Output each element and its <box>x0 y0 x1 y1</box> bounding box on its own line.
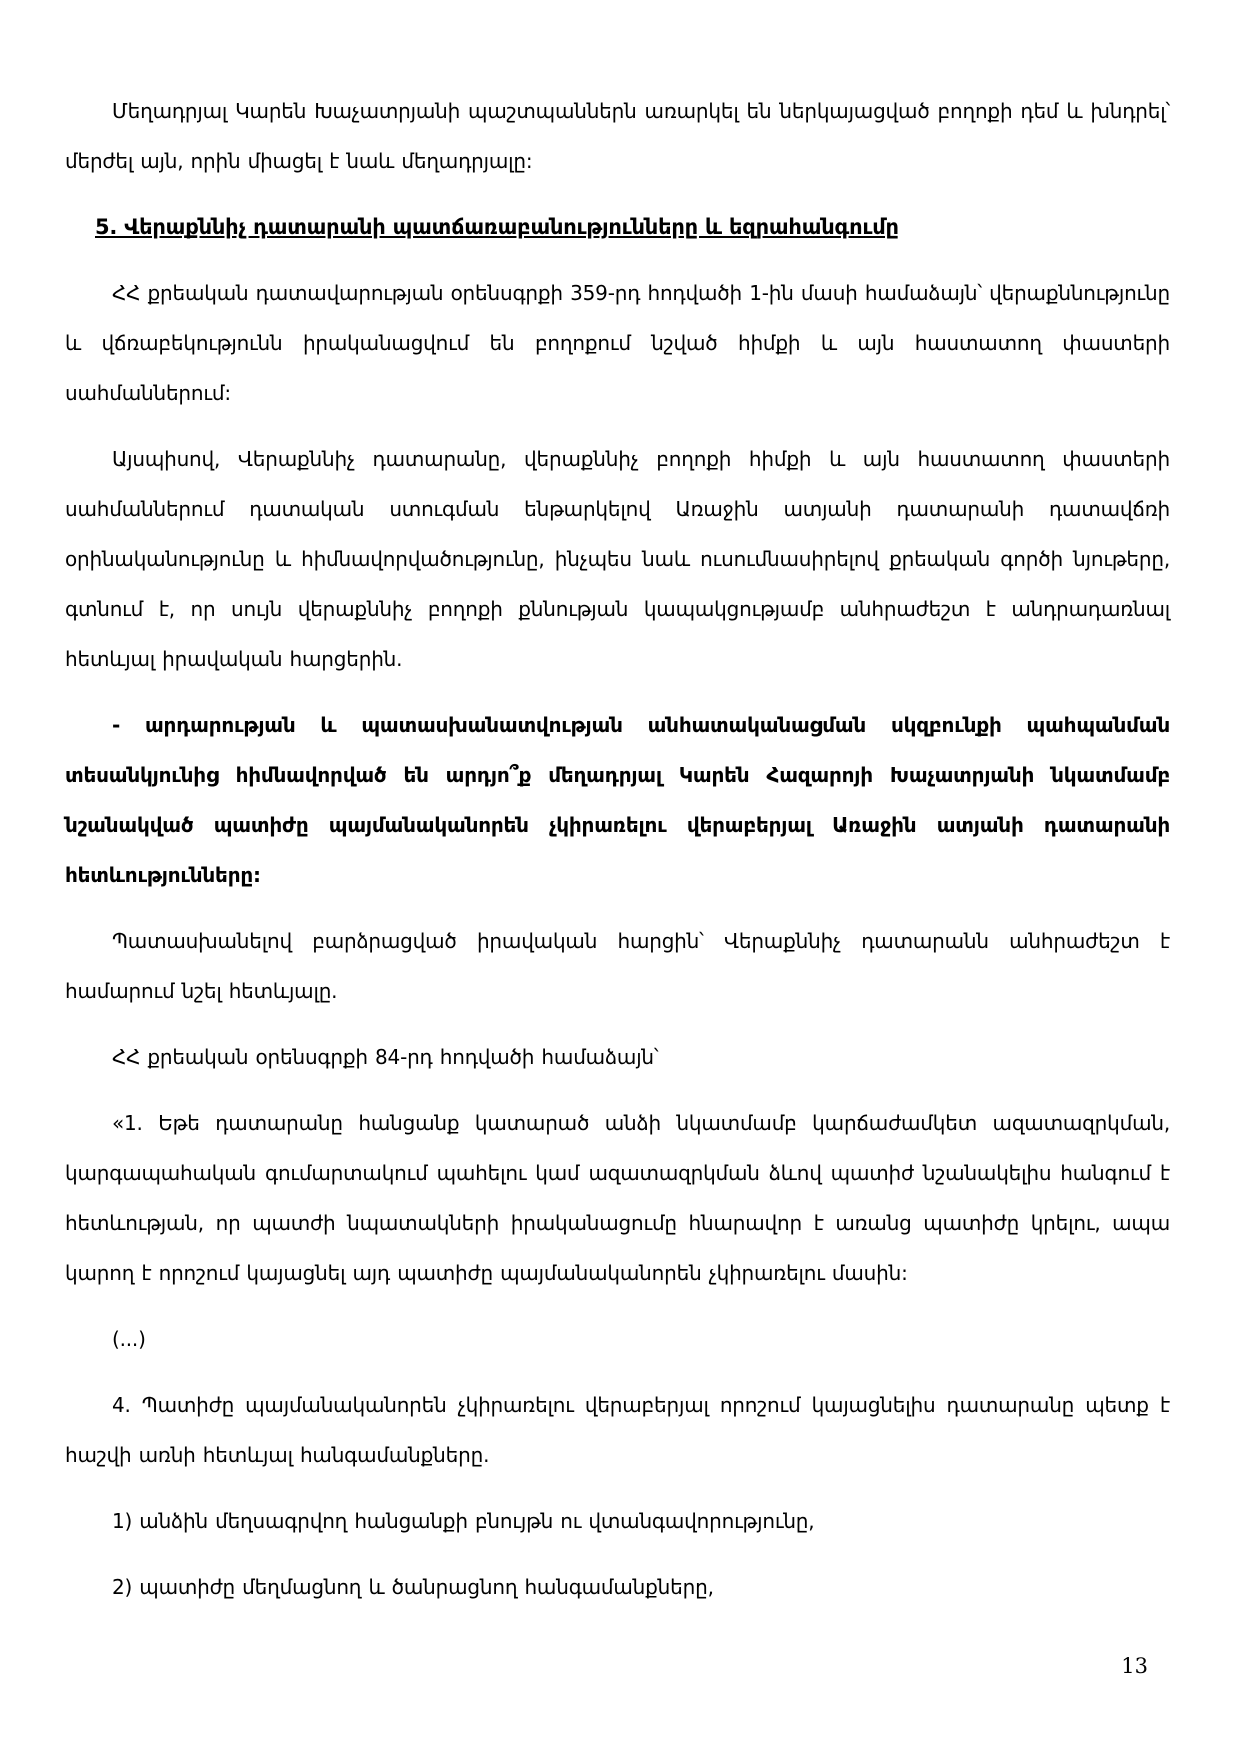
paragraph-quote-point-1: «1. Եթե դատարանը հանցանք կատարած անձի նկատմամբ կարճաժամկետ ազատազրկման, կարգապահական գումարտակում պահելու կամ ազատազրկման ձևով պատիժ նշանակելիս հանգում է հետևության, որ պատժի նպատակների իրականացումը հնարավոր է առանց պատիժը կրելու, ապա կարող է որոշում կայացնել այդ պատիժը պայմանականորեն չկիրառելու մասին: <box>65 1111 1170 1285</box>
paragraph-article-84-ref: ՀՀ քրեական օրենսգրքի 84-րդ հոդվածի համաձայն՝ <box>112 1045 659 1069</box>
page-number: 13 <box>1121 1654 1148 1678</box>
intro-paragraph: Մեղադրյալ Կարեն Խաչատրյանի պաշտպաններն առարկել են ներկայացված բողոքի դեմ և խնդրել՝ մերժել այն, որին միացել է նաև մեղադրյալը: <box>65 99 1170 173</box>
paragraph-legal-question: - արդարության և պատասխանատվության անհատականացման սկզբունքի պահպանման տեսանկյունից հիմնավորված են արդյո՞ք մեղադրյալ Կարեն Հազարոյի Խաչատրյանի նկատմամբ նշանակված պատիժը պայմանականորեն չկիրառելու վերաբերյալ Առաջին ատյանի դատարանի հետևությունները: <box>65 713 1170 887</box>
list-item-1: 1) անձին մեղսագրվող հանցանքի բնույթն ու վտանգավորությունը, <box>112 1509 815 1533</box>
paragraph-court-review: Այսպիսով, Վերաքննիչ դատարանը, վերաքննիչ բողոքի հիմքի և այն հաստատող փաստերի սահմաններում դատական ստուգման ենթարկելով Առաջին ատյանի դատարանի դատավճռի օրինականությունը և հիմնավորվածությունը, ինչպես նաև ուսումնասիրելով քրեական գործի նյութերը, գտնում է, որ սույն վերաքննիչ բողոքի քննության կապակցությամբ անհրաժեշտ է անդրադառնալ հետևյալ իրավական հարցերին. <box>65 447 1170 671</box>
list-item-2: 2) պատիժը մեղմացնող և ծանրացնող հանգամանքները, <box>112 1575 714 1599</box>
paragraph-law-359: ՀՀ քրեական դատավարության օրենսգրքի 359-րդ հոդվածի 1-ին մասի համաձայն՝ վերաքննությունը և վճռաբեկությունն իրականացվում են բողոքում նշված հիմքի և այն հաստատող փաստերի սահմաններում: <box>65 281 1170 405</box>
paragraph-ellipsis: (...) <box>112 1327 146 1351</box>
paragraph-quote-point-4: 4. Պատիժը պայմանականորեն չկիրառելու վերաբերյալ որոշում կայացնելիս դատարանը պետք է հաշվի առնի հետևյալ հանգամանքները. <box>65 1393 1170 1467</box>
paragraph-answer-intro: Պատասխանելով բարձրացված իրավական հարցին՝ Վերաքննիչ դատարանն անհրաժեշտ է համարում նշել հետևյալը. <box>65 929 1170 1003</box>
section-heading: 5. Վերաքննիչ դատարանի պատճառաբանությունները և եզրահանգումը <box>95 215 899 239</box>
